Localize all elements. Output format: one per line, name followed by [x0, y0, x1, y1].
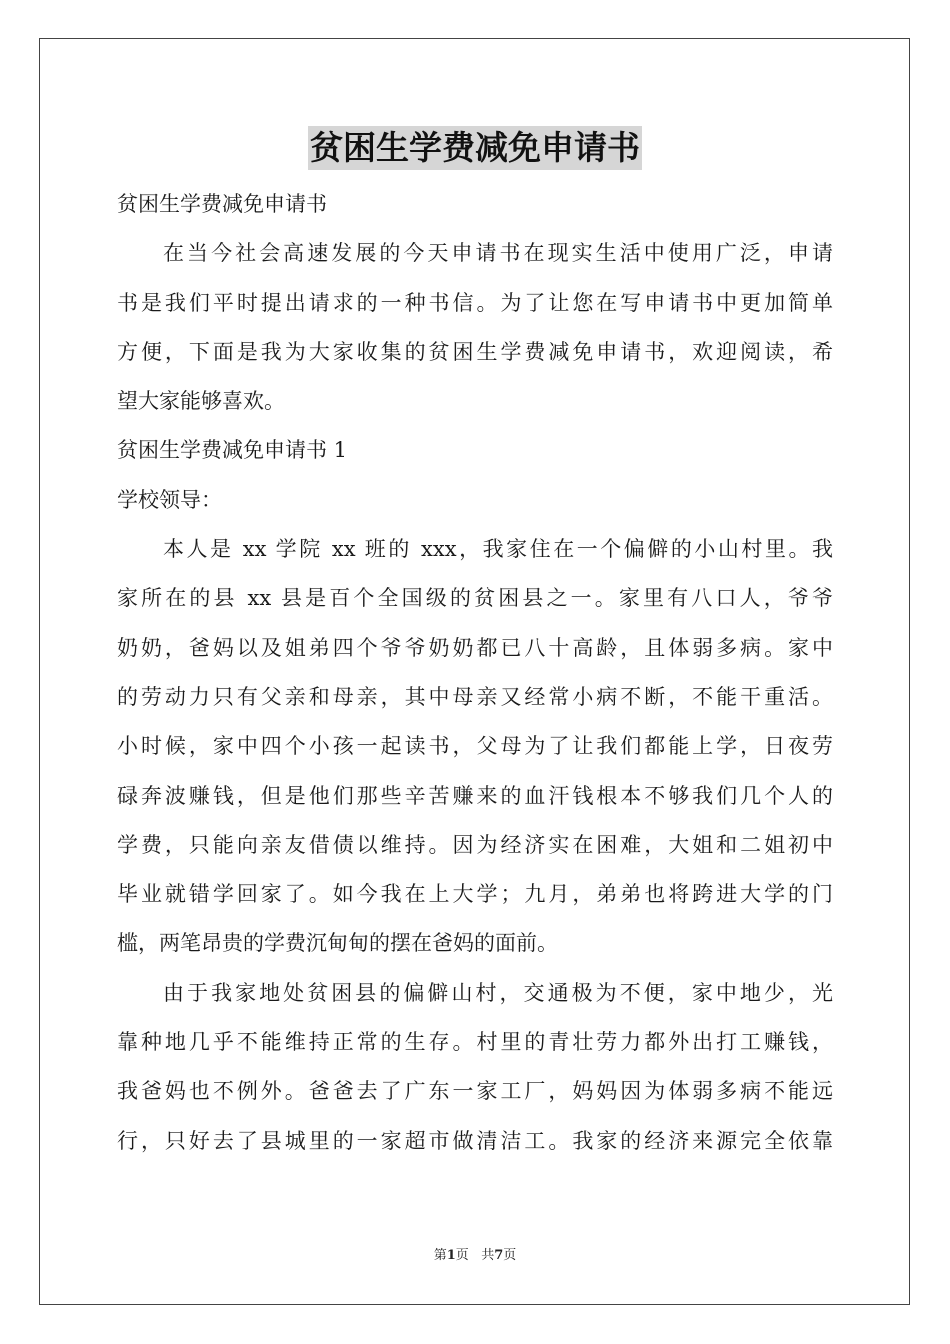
total-pages-suffix: 页: [503, 1248, 517, 1263]
total-pages-prefix: 共: [481, 1248, 495, 1263]
text-line: 学费，只能向亲友借债以维持。因为经济实在困难，大姐和二姐初中: [117, 832, 833, 857]
text-line: 贫困生学费减免申请书: [117, 192, 327, 216]
page-footer: [0, 1247, 950, 1265]
text-line: 的劳动力只有父亲和母亲，其中母亲又经常小病不断，不能干重活。: [117, 684, 833, 709]
text-line: 书是我们平时提出请求的一种书信。为了让您在写申请书中更加简单: [117, 290, 833, 315]
current-page-number: 1: [446, 1248, 456, 1263]
text-line: 奶奶，爸妈以及姐弟四个爷爷奶奶都已八十高龄，且体弱多病。家中: [117, 635, 833, 660]
text-line: 小时候，家中四个小孩一起读书，父母为了让我们都能上学，日夜劳: [117, 734, 833, 759]
text-line: 贫困生学费减免申请书 1: [117, 438, 348, 463]
document-title: [0, 126, 950, 170]
text-line: 本人是 xx 学院 xx 班的 xxx，我家住在一个偏僻的小山村里。我: [163, 537, 833, 562]
text-line: 家所在的县 xx 县是百个全国级的贫困县之一。家里有八口人，爷爷: [117, 586, 833, 611]
text-line: 学校领导：: [117, 487, 222, 512]
total-page-count: 7: [494, 1248, 504, 1263]
document-title-text: 贫困生学费减免申请书: [308, 126, 642, 170]
text-line: 由于我家地处贫困县的偏僻山村，交通极为不便，家中地少，光: [163, 980, 833, 1005]
text-line: 靠种地几乎不能维持正常的生存。村里的青壮劳力都外出打工赚钱，: [117, 1030, 833, 1055]
text-line: 方便，下面是我为大家收集的贫困生学费减免申请书，欢迎阅读，希: [117, 339, 833, 364]
page-number-prefix: 第: [433, 1248, 447, 1263]
page-number-suffix: 页: [455, 1248, 469, 1263]
document-body: [117, 180, 833, 1166]
text-line: 毕业就错学回家了。如今我在上大学；九月，弟弟也将跨进大学的门: [117, 882, 833, 907]
text-line: 槛，两笔昂贵的学费沉甸甸的摆在爸妈的面前。: [117, 931, 558, 956]
text-line: 我爸妈也不例外。爸爸去了广东一家工厂，妈妈因为体弱多病不能远: [117, 1079, 833, 1104]
text-line: 行，只好去了县城里的一家超市做清洁工。我家的经济来源完全依靠: [117, 1128, 833, 1153]
text-line: 望大家能够喜欢。: [117, 389, 285, 414]
text-line: 碌奔波赚钱，但是他们那些辛苦赚来的血汗钱根本不够我们几个人的: [117, 783, 833, 808]
text-line: 在当今社会高速发展的今天申请书在现实生活中使用广泛，申请: [163, 241, 833, 266]
